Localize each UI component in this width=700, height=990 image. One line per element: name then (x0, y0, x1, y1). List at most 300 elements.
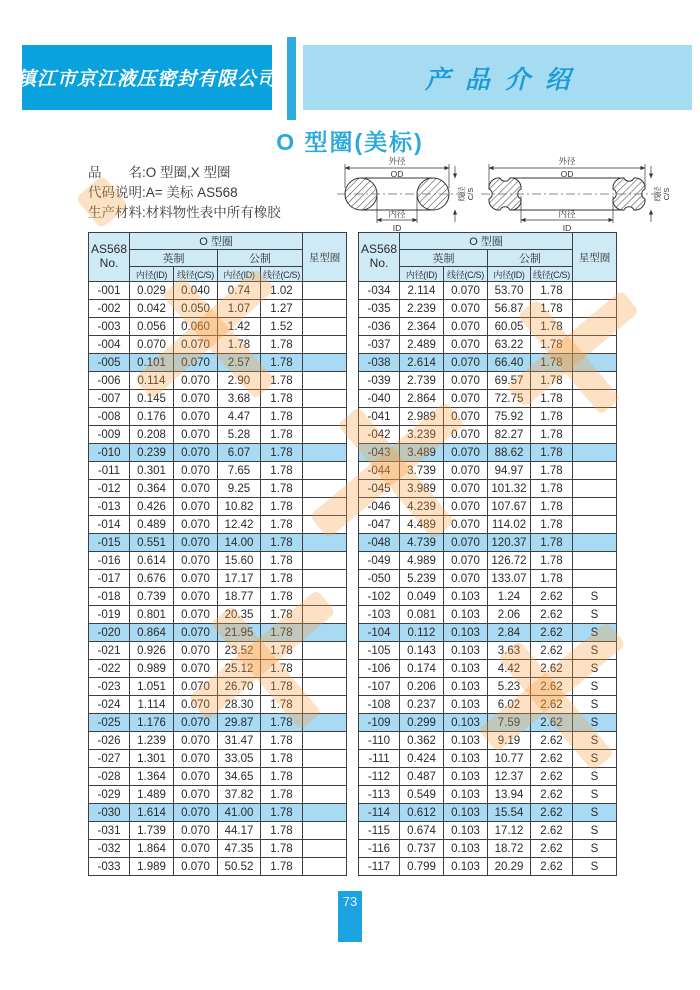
cell-id-imperial: 0.208 (130, 426, 174, 444)
cell-star-ring (573, 480, 617, 498)
col-header-cs-imperial: 线径(C/S) (444, 267, 488, 282)
table-row (89, 462, 347, 480)
header-band-light (303, 45, 692, 110)
cell-cs-imperial: 0.070 (174, 408, 218, 426)
table-row (359, 822, 617, 840)
cell-cs-imperial: 0.070 (174, 498, 218, 516)
cell-as568-no: -033 (89, 858, 130, 876)
cell-id-imperial: 1.989 (130, 858, 174, 876)
cell-cs-metric: 2.62 (531, 768, 573, 786)
cell-as568-no: -034 (359, 282, 400, 300)
cell-as568-no: -105 (359, 642, 400, 660)
cell-cs-imperial: 0.070 (444, 300, 488, 318)
cell-id-metric: 114.02 (488, 516, 531, 534)
cell-id-imperial: 2.864 (400, 390, 444, 408)
xring-od-label: OD (560, 169, 574, 179)
cell-id-imperial: 0.301 (130, 462, 174, 480)
table-row (89, 444, 347, 462)
cell-cs-imperial: 0.070 (174, 552, 218, 570)
cell-as568-no: -112 (359, 768, 400, 786)
cell-star-ring (303, 390, 347, 408)
table-row (359, 588, 617, 606)
cell-cs-imperial: 0.070 (174, 822, 218, 840)
cell-id-imperial: 5.239 (400, 570, 444, 588)
table-row (359, 498, 617, 516)
cell-as568-no: -102 (359, 588, 400, 606)
cell-id-metric: 41.00 (218, 804, 261, 822)
cell-cs-imperial: 0.070 (174, 858, 218, 876)
cell-id-metric: 56.87 (488, 300, 531, 318)
cell-as568-no: -013 (89, 498, 130, 516)
cell-star-ring (303, 516, 347, 534)
cell-as568-no: -046 (359, 498, 400, 516)
cell-id-imperial: 2.239 (400, 300, 444, 318)
cell-star-ring (303, 822, 347, 840)
table-row (359, 786, 617, 804)
cell-as568-no: -005 (89, 354, 130, 372)
cell-id-metric: 3.63 (488, 642, 531, 660)
cell-as568-no: -044 (359, 462, 400, 480)
cell-id-imperial: 0.926 (130, 642, 174, 660)
cell-cs-metric: 1.78 (261, 534, 303, 552)
cell-star-ring: S (573, 678, 617, 696)
table-row (89, 516, 347, 534)
cell-id-metric: 20.35 (218, 606, 261, 624)
cell-id-imperial: 0.489 (130, 516, 174, 534)
xring-id-label: ID (562, 223, 572, 233)
cell-as568-no: -009 (89, 426, 130, 444)
cell-id-imperial: 2.489 (400, 336, 444, 354)
cell-cs-metric: 1.78 (261, 642, 303, 660)
cell-id-imperial: 0.029 (130, 282, 174, 300)
cell-star-ring (303, 318, 347, 336)
info-line-name: 品 名:O 型圈,X 型圈 (88, 165, 231, 180)
cell-id-metric: 17.17 (218, 570, 261, 588)
cell-cs-metric: 1.78 (531, 516, 573, 534)
cell-star-ring (303, 642, 347, 660)
cell-star-ring: S (573, 660, 617, 678)
cell-cs-metric: 1.78 (531, 282, 573, 300)
cell-cs-metric: 1.78 (531, 372, 573, 390)
cell-id-metric: 26.70 (218, 678, 261, 696)
cell-cs-metric: 1.78 (531, 318, 573, 336)
cell-id-metric: 7.65 (218, 462, 261, 480)
cell-star-ring: S (573, 786, 617, 804)
cell-id-imperial: 0.864 (130, 624, 174, 642)
cell-star-ring (303, 444, 347, 462)
cell-as568-no: -107 (359, 678, 400, 696)
cell-id-imperial: 0.426 (130, 498, 174, 516)
cell-cs-imperial: 0.070 (174, 714, 218, 732)
cell-as568-no: -106 (359, 660, 400, 678)
table-row (89, 858, 347, 876)
cell-cs-metric: 1.78 (261, 804, 303, 822)
cell-as568-no: -015 (89, 534, 130, 552)
cell-id-imperial: 1.301 (130, 750, 174, 768)
cell-id-imperial: 1.051 (130, 678, 174, 696)
cell-as568-no: -109 (359, 714, 400, 732)
cell-as568-no: -050 (359, 570, 400, 588)
cell-star-ring (303, 732, 347, 750)
cell-star-ring (303, 696, 347, 714)
cell-as568-no: -117 (359, 858, 400, 876)
cell-as568-no: -037 (359, 336, 400, 354)
cell-id-metric: 28.30 (218, 696, 261, 714)
cell-id-metric: 82.27 (488, 426, 531, 444)
cell-cs-imperial: 0.070 (444, 498, 488, 516)
info-line-code: 代码说明:A= 美标 AS568 (88, 185, 238, 200)
table-row (359, 840, 617, 858)
cell-cs-imperial: 0.070 (444, 372, 488, 390)
cell-id-metric: 88.62 (488, 444, 531, 462)
cell-id-metric: 17.12 (488, 822, 531, 840)
table-row (89, 336, 347, 354)
cell-cs-imperial: 0.070 (174, 750, 218, 768)
cell-cs-imperial: 0.070 (174, 390, 218, 408)
cell-id-imperial: 3.489 (400, 444, 444, 462)
table-row (359, 570, 617, 588)
cell-id-imperial: 0.174 (400, 660, 444, 678)
cell-star-ring: S (573, 714, 617, 732)
product-diagrams (333, 154, 683, 234)
cell-id-imperial: 0.674 (400, 822, 444, 840)
cell-cs-metric: 1.78 (261, 696, 303, 714)
cell-id-metric: 3.68 (218, 390, 261, 408)
cell-star-ring (573, 534, 617, 552)
cell-as568-no: -001 (89, 282, 130, 300)
cell-star-ring (573, 354, 617, 372)
cell-star-ring (303, 336, 347, 354)
cell-star-ring (303, 786, 347, 804)
cell-star-ring (573, 570, 617, 588)
table-row (89, 426, 347, 444)
table-row (89, 732, 347, 750)
cell-id-metric: 1.42 (218, 318, 261, 336)
cell-id-imperial: 2.114 (400, 282, 444, 300)
cell-as568-no: -103 (359, 606, 400, 624)
table-row (89, 714, 347, 732)
cell-id-imperial: 0.176 (130, 408, 174, 426)
table-row (359, 354, 617, 372)
cell-id-imperial: 0.739 (130, 588, 174, 606)
cell-as568-no: -041 (359, 408, 400, 426)
cell-as568-no: -031 (89, 822, 130, 840)
cell-cs-metric: 1.78 (531, 480, 573, 498)
table-row (359, 552, 617, 570)
cell-id-metric: 133.07 (488, 570, 531, 588)
cell-id-metric: 13.94 (488, 786, 531, 804)
cell-cs-imperial: 0.070 (174, 462, 218, 480)
cell-cs-metric: 2.62 (531, 588, 573, 606)
cell-as568-no: -004 (89, 336, 130, 354)
cell-as568-no: -019 (89, 606, 130, 624)
cell-as568-no: -014 (89, 516, 130, 534)
oring-cs-name-label: 线径 (457, 186, 466, 202)
cell-as568-no: -047 (359, 516, 400, 534)
cell-as568-no: -040 (359, 390, 400, 408)
cell-as568-no: -049 (359, 552, 400, 570)
cell-as568-no: -012 (89, 480, 130, 498)
cell-id-imperial: 0.424 (400, 750, 444, 768)
cell-star-ring (573, 516, 617, 534)
cell-cs-metric: 1.78 (261, 732, 303, 750)
header-divider (287, 37, 296, 120)
cell-id-metric: 66.40 (488, 354, 531, 372)
cell-id-imperial: 0.989 (130, 660, 174, 678)
cell-cs-imperial: 0.103 (444, 750, 488, 768)
cell-star-ring (303, 300, 347, 318)
cell-cs-metric: 1.78 (261, 570, 303, 588)
cell-as568-no: -042 (359, 426, 400, 444)
cell-id-imperial: 4.239 (400, 498, 444, 516)
cell-as568-no: -043 (359, 444, 400, 462)
cell-cs-metric: 2.62 (531, 660, 573, 678)
cell-star-ring: S (573, 822, 617, 840)
cell-cs-imperial: 0.070 (174, 426, 218, 444)
table-row (89, 696, 347, 714)
cell-star-ring: S (573, 840, 617, 858)
col-header-as568-no: AS568 No. (359, 233, 400, 282)
table-row (359, 750, 617, 768)
cell-cs-imperial: 0.060 (174, 318, 218, 336)
cell-id-metric: 33.05 (218, 750, 261, 768)
table-row (359, 336, 617, 354)
cell-cs-imperial: 0.070 (444, 390, 488, 408)
table-row (89, 606, 347, 624)
cell-cs-imperial: 0.070 (174, 660, 218, 678)
table-row (359, 426, 617, 444)
cell-cs-imperial: 0.070 (174, 606, 218, 624)
cell-cs-imperial: 0.040 (174, 282, 218, 300)
section-title: 产品介绍 (424, 65, 585, 94)
cell-as568-no: -028 (89, 768, 130, 786)
spec-table-left (88, 232, 347, 876)
cell-id-metric: 12.42 (218, 516, 261, 534)
cell-as568-no: -039 (359, 372, 400, 390)
cell-id-imperial: 3.989 (400, 480, 444, 498)
cell-cs-imperial: 0.070 (174, 516, 218, 534)
cell-cs-metric: 1.78 (261, 822, 303, 840)
cell-star-ring (303, 714, 347, 732)
cell-id-metric: 7.59 (488, 714, 531, 732)
cell-cs-imperial: 0.070 (444, 282, 488, 300)
cell-star-ring (303, 552, 347, 570)
table-row (359, 732, 617, 750)
cell-cs-metric: 2.62 (531, 606, 573, 624)
cell-id-imperial: 0.737 (400, 840, 444, 858)
cell-star-ring (573, 462, 617, 480)
cell-id-metric: 120.37 (488, 534, 531, 552)
table-row (359, 660, 617, 678)
cell-cs-metric: 1.78 (261, 408, 303, 426)
oring-outer-label: 外径 (388, 156, 406, 166)
page-title: O 型圈(美标) (276, 129, 424, 155)
col-header-oring-group: O 型圈 (130, 233, 303, 250)
cell-id-metric: 1.24 (488, 588, 531, 606)
cell-id-metric: 6.02 (488, 696, 531, 714)
col-header-id-metric: 内径(ID) (488, 267, 531, 282)
cell-id-metric: 63.22 (488, 336, 531, 354)
cell-cs-imperial: 0.070 (444, 354, 488, 372)
cell-id-metric: 126.72 (488, 552, 531, 570)
cell-star-ring: S (573, 642, 617, 660)
cell-cs-metric: 1.78 (261, 588, 303, 606)
cell-as568-no: -035 (359, 300, 400, 318)
cell-id-imperial: 0.081 (400, 606, 444, 624)
cell-id-imperial: 0.801 (130, 606, 174, 624)
cell-cs-imperial: 0.103 (444, 714, 488, 732)
col-header-oring-group: O 型圈 (400, 233, 573, 250)
cell-cs-metric: 1.78 (531, 300, 573, 318)
cell-id-imperial: 0.487 (400, 768, 444, 786)
cell-id-imperial: 0.049 (400, 588, 444, 606)
cell-id-imperial: 0.206 (400, 678, 444, 696)
cell-cs-metric: 1.78 (531, 552, 573, 570)
cell-cs-metric: 1.78 (531, 408, 573, 426)
cell-cs-metric: 1.78 (261, 336, 303, 354)
table-row (359, 282, 617, 300)
cell-cs-metric: 1.78 (261, 552, 303, 570)
cell-as568-no: -018 (89, 588, 130, 606)
product-info (88, 163, 281, 223)
cell-star-ring (573, 318, 617, 336)
table-row (359, 606, 617, 624)
oring-cs-label: C/S (466, 187, 475, 201)
cell-as568-no: -017 (89, 570, 130, 588)
cell-star-ring (303, 840, 347, 858)
table-row (359, 858, 617, 876)
table-row (89, 534, 347, 552)
cell-as568-no: -010 (89, 444, 130, 462)
cell-as568-no: -029 (89, 786, 130, 804)
cell-id-imperial: 1.364 (130, 768, 174, 786)
cell-id-metric: 4.47 (218, 408, 261, 426)
cell-id-metric: 44.17 (218, 822, 261, 840)
cell-cs-metric: 1.78 (261, 606, 303, 624)
table-row (89, 588, 347, 606)
cell-cs-metric: 1.02 (261, 282, 303, 300)
cell-as568-no: -026 (89, 732, 130, 750)
cell-as568-no: -111 (359, 750, 400, 768)
cell-id-metric: 69.57 (488, 372, 531, 390)
cell-cs-metric: 1.78 (261, 390, 303, 408)
cell-cs-imperial: 0.050 (174, 300, 218, 318)
oring-inner-label: 内径 (388, 209, 406, 219)
table-row (89, 678, 347, 696)
cell-as568-no: -036 (359, 318, 400, 336)
cell-star-ring (303, 570, 347, 588)
cell-cs-metric: 1.78 (531, 534, 573, 552)
cell-id-imperial: 0.042 (130, 300, 174, 318)
cell-as568-no: -024 (89, 696, 130, 714)
cell-as568-no: -114 (359, 804, 400, 822)
cell-as568-no: -048 (359, 534, 400, 552)
cell-id-imperial: 0.056 (130, 318, 174, 336)
cell-cs-imperial: 0.070 (174, 786, 218, 804)
cell-cs-imperial: 0.070 (444, 516, 488, 534)
cell-id-imperial: 1.176 (130, 714, 174, 732)
cell-cs-metric: 1.78 (261, 624, 303, 642)
cell-star-ring (573, 282, 617, 300)
cell-cs-metric: 1.78 (261, 678, 303, 696)
header-band-dark (17, 45, 278, 110)
table-row (359, 534, 617, 552)
cell-star-ring (303, 480, 347, 498)
cell-star-ring (303, 372, 347, 390)
cell-cs-imperial: 0.070 (444, 570, 488, 588)
cell-star-ring (303, 588, 347, 606)
cell-id-imperial: 2.364 (400, 318, 444, 336)
cell-id-imperial: 4.489 (400, 516, 444, 534)
cell-cs-metric: 1.78 (261, 426, 303, 444)
cell-as568-no: -115 (359, 822, 400, 840)
cell-id-metric: 18.77 (218, 588, 261, 606)
table-row (89, 390, 347, 408)
cell-id-metric: 94.97 (488, 462, 531, 480)
cell-id-metric: 1.78 (218, 336, 261, 354)
cell-id-metric: 15.54 (488, 804, 531, 822)
cell-id-imperial: 0.237 (400, 696, 444, 714)
xring-outer-label: 外径 (558, 156, 576, 166)
cell-star-ring (303, 750, 347, 768)
cell-cs-imperial: 0.070 (174, 336, 218, 354)
cell-cs-imperial: 0.103 (444, 768, 488, 786)
cell-cs-imperial: 0.070 (174, 444, 218, 462)
cell-id-metric: 2.06 (488, 606, 531, 624)
cell-cs-metric: 1.78 (261, 714, 303, 732)
cell-cs-imperial: 0.103 (444, 678, 488, 696)
cell-cs-imperial: 0.070 (174, 588, 218, 606)
cell-star-ring (303, 858, 347, 876)
cell-as568-no: -016 (89, 552, 130, 570)
cell-cs-metric: 1.52 (261, 318, 303, 336)
cell-id-imperial: 3.739 (400, 462, 444, 480)
cell-id-metric: 72.75 (488, 390, 531, 408)
cell-star-ring (573, 300, 617, 318)
cell-cs-metric: 1.78 (261, 480, 303, 498)
xring-cs-label: C/S (662, 187, 671, 201)
cell-star-ring (303, 282, 347, 300)
cell-cs-metric: 1.78 (261, 354, 303, 372)
table-row (89, 498, 347, 516)
table-row (89, 318, 347, 336)
table-row (359, 768, 617, 786)
cell-cs-metric: 2.62 (531, 696, 573, 714)
table-row (359, 372, 617, 390)
cell-as568-no: -003 (89, 318, 130, 336)
table-row (89, 282, 347, 300)
cell-star-ring (303, 678, 347, 696)
cell-id-imperial: 0.612 (400, 804, 444, 822)
col-header-id-metric: 内径(ID) (218, 267, 261, 282)
cell-id-metric: 21.95 (218, 624, 261, 642)
cell-star-ring (573, 498, 617, 516)
cell-id-imperial: 4.989 (400, 552, 444, 570)
col-header-id-imperial: 内径(ID) (400, 267, 444, 282)
oring-id-label: ID (392, 223, 402, 233)
cell-id-metric: 37.82 (218, 786, 261, 804)
cell-as568-no: -045 (359, 480, 400, 498)
cell-id-metric: 23.52 (218, 642, 261, 660)
cell-cs-imperial: 0.070 (444, 444, 488, 462)
cell-id-metric: 9.25 (218, 480, 261, 498)
cell-star-ring (573, 426, 617, 444)
cell-cs-imperial: 0.070 (444, 480, 488, 498)
cell-id-imperial: 2.989 (400, 408, 444, 426)
cell-cs-metric: 2.62 (531, 804, 573, 822)
cell-star-ring (303, 606, 347, 624)
cell-id-metric: 15.60 (218, 552, 261, 570)
